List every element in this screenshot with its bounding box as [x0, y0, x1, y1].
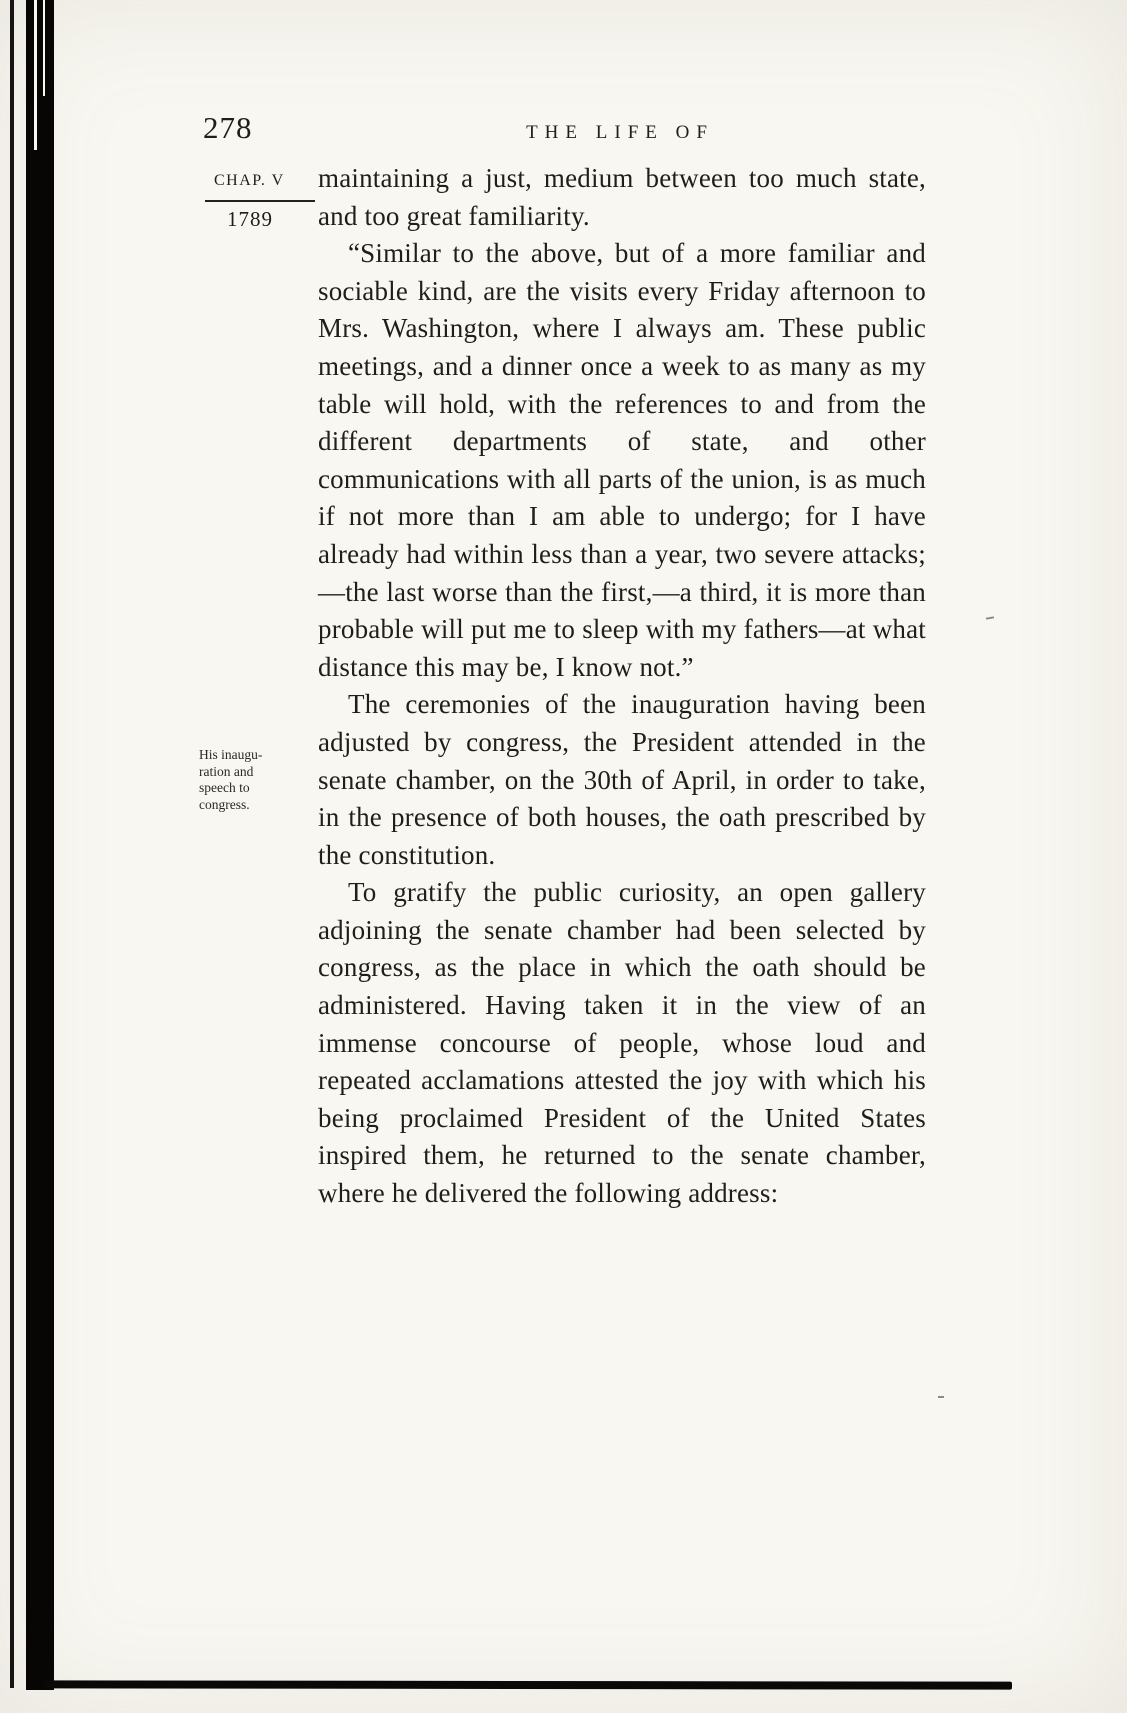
paragraph-public-oath: To gratify the public curiosity, an open gallery adjoining the senate chamber had been selected by congress, as the place in which the oath should be administered. Having taken it in the view of an immense concourse of people, whose loud and repeated acclamations attested the joy with which his being proclaimed President of the United States inspired them, he returned to the senate chamber, where he delivered the following address: — [318, 877, 926, 1209]
scan-speck — [938, 1396, 944, 1398]
margin-note-line: congress. — [199, 796, 250, 812]
page-number: 278 — [203, 110, 253, 145]
book-gutter-gap — [34, 0, 37, 150]
margin-note-line: ration and — [199, 763, 254, 779]
page-bottom-scan-line — [44, 1680, 1012, 1689]
paragraph-continuation: maintaining a just, medium between too much state, and too great familiarity. — [318, 163, 926, 231]
book-gutter-gap — [43, 0, 45, 96]
margin-note-line: speech to — [199, 780, 250, 795]
margin-note-line: His inaugu- — [199, 747, 263, 762]
book-gutter-thin-line — [10, 0, 14, 1688]
body-text-column — [318, 160, 926, 1213]
paragraph-quote-washington-letter: “Similar to the above, but of a more familiar and sociable kind, are the visits every Friday afternoon to Mrs. Washington, where I always am. These public meetings, and a dinner once a week to as many as my table will hold, with the references to and from the different departments of state, and other communications with all parts of the union, is as much if not more than I am able to undergo; for I have already had within less than a year, two severe attacks; —the last worse than the first,—a third, it is more than probable will put me to sleep with my fathers—at what distance this may be, I know not.” — [318, 238, 926, 682]
running-header: THE LIFE OF — [526, 122, 714, 143]
chapter-rule — [205, 200, 315, 202]
year-label: 1789 — [227, 207, 273, 231]
scan-speck — [986, 616, 994, 619]
book-gutter-heavy-bar — [26, 0, 54, 1690]
paragraph-inauguration-ceremonies: The ceremonies of the inauguration having been adjusted by congress, the President attended in the senate chamber, on the 30th of April, in order to take, in the presence of both houses, the oath prescribed by the constitution. — [318, 689, 926, 870]
margin-note-inauguration — [199, 747, 313, 813]
chapter-label: CHAP. V — [214, 172, 285, 189]
